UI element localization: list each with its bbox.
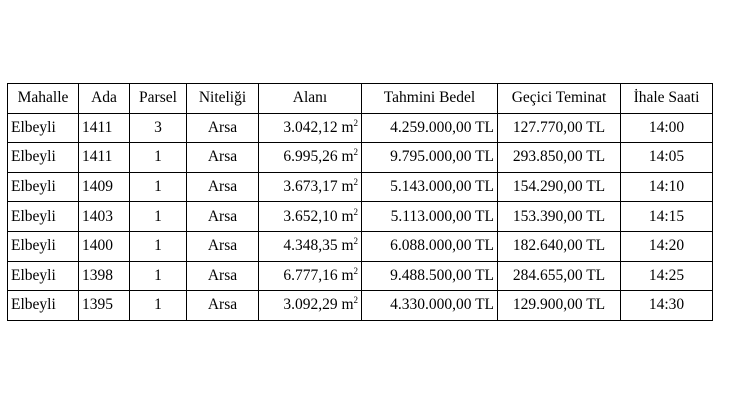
area-unit-exponent: 2 (353, 177, 358, 188)
cell-mahalle: Elbeyli (8, 143, 79, 173)
cell-teminat: 129.900,00 TL (498, 291, 621, 321)
cell-teminat: 284.655,00 TL (498, 261, 621, 291)
area-value: 3.092,29 (283, 296, 338, 314)
header-ada: Ada (79, 84, 130, 114)
cell-mahalle: Elbeyli (8, 291, 79, 321)
cell-parsel: 3 (130, 113, 187, 143)
cell-bedel: 5.143.000,00 TL (362, 172, 498, 202)
area-unit-exponent: 2 (353, 117, 358, 128)
cell-alan (259, 172, 362, 202)
cell-mahalle: Elbeyli (8, 231, 79, 261)
table-body (8, 113, 713, 320)
cell-teminat: 293.850,00 TL (498, 143, 621, 173)
cell-parsel: 1 (130, 231, 187, 261)
cell-ada: 1395 (79, 291, 130, 321)
cell-alan (259, 113, 362, 143)
cell-mahalle: Elbeyli (8, 202, 79, 232)
cell-saat: 14:05 (621, 143, 713, 173)
cell-bedel: 4.259.000,00 TL (362, 113, 498, 143)
area-unit-exponent: 2 (353, 236, 358, 247)
cell-mahalle: Elbeyli (8, 113, 79, 143)
area-unit-exponent: 2 (353, 206, 358, 217)
cell-bedel: 9.795.000,00 TL (362, 143, 498, 173)
area-value: 3.673,17 (283, 178, 338, 196)
cell-alan (259, 202, 362, 232)
header-saat: İhale Saati (621, 84, 713, 114)
area-unit: m (341, 118, 354, 136)
area-value: 4.348,35 (283, 237, 338, 255)
cell-nitelik: Arsa (187, 172, 259, 202)
header-nitelik: Niteliği (187, 84, 259, 114)
cell-parsel: 1 (130, 202, 187, 232)
area-value: 3.042,12 (283, 118, 338, 136)
header-mahalle: Mahalle (8, 84, 79, 114)
cell-nitelik: Arsa (187, 291, 259, 321)
cell-ada: 1411 (79, 113, 130, 143)
cell-ada: 1411 (79, 143, 130, 173)
cell-alan (259, 291, 362, 321)
cell-saat: 14:00 (621, 113, 713, 143)
cell-nitelik: Arsa (187, 261, 259, 291)
cell-parsel: 1 (130, 261, 187, 291)
cell-bedel: 9.488.500,00 TL (362, 261, 498, 291)
area-value: 6.777,16 (283, 266, 338, 284)
cell-teminat: 154.290,00 TL (498, 172, 621, 202)
cell-nitelik: Arsa (187, 231, 259, 261)
cell-ada: 1409 (79, 172, 130, 202)
cell-saat: 14:20 (621, 231, 713, 261)
area-unit: m (341, 266, 354, 284)
cell-nitelik: Arsa (187, 202, 259, 232)
cell-ada: 1398 (79, 261, 130, 291)
cell-teminat: 153.390,00 TL (498, 202, 621, 232)
table-row (8, 202, 713, 232)
header-alan: Alanı (259, 84, 362, 114)
table-row (8, 291, 713, 321)
table-row (8, 113, 713, 143)
cell-saat: 14:10 (621, 172, 713, 202)
header-bedel: Tahmini Bedel (362, 84, 498, 114)
table-row (8, 143, 713, 173)
area-unit-exponent: 2 (353, 295, 358, 306)
table-row (8, 172, 713, 202)
cell-ada: 1403 (79, 202, 130, 232)
area-unit: m (341, 207, 354, 225)
auction-table (7, 83, 713, 321)
cell-alan (259, 231, 362, 261)
cell-nitelik: Arsa (187, 143, 259, 173)
table-row (8, 231, 713, 261)
table-row (8, 261, 713, 291)
cell-parsel: 1 (130, 143, 187, 173)
cell-bedel: 6.088.000,00 TL (362, 231, 498, 261)
area-value: 6.995,26 (283, 148, 338, 166)
area-unit: m (341, 237, 354, 255)
cell-mahalle: Elbeyli (8, 261, 79, 291)
header-teminat: Geçici Teminat (498, 84, 621, 114)
header-parsel: Parsel (130, 84, 187, 114)
cell-mahalle: Elbeyli (8, 172, 79, 202)
table-header (8, 84, 713, 114)
cell-bedel: 5.113.000,00 TL (362, 202, 498, 232)
cell-parsel: 1 (130, 291, 187, 321)
cell-saat: 14:15 (621, 202, 713, 232)
cell-teminat: 182.640,00 TL (498, 231, 621, 261)
cell-saat: 14:30 (621, 291, 713, 321)
cell-alan (259, 261, 362, 291)
area-unit-exponent: 2 (353, 265, 358, 276)
cell-teminat: 127.770,00 TL (498, 113, 621, 143)
area-unit: m (341, 148, 354, 166)
area-unit: m (341, 178, 354, 196)
cell-saat: 14:25 (621, 261, 713, 291)
cell-bedel: 4.330.000,00 TL (362, 291, 498, 321)
cell-nitelik: Arsa (187, 113, 259, 143)
cell-ada: 1400 (79, 231, 130, 261)
cell-parsel: 1 (130, 172, 187, 202)
header-row (8, 84, 713, 114)
area-unit: m (341, 296, 354, 314)
area-unit-exponent: 2 (353, 147, 358, 158)
cell-alan (259, 143, 362, 173)
area-value: 3.652,10 (283, 207, 338, 225)
